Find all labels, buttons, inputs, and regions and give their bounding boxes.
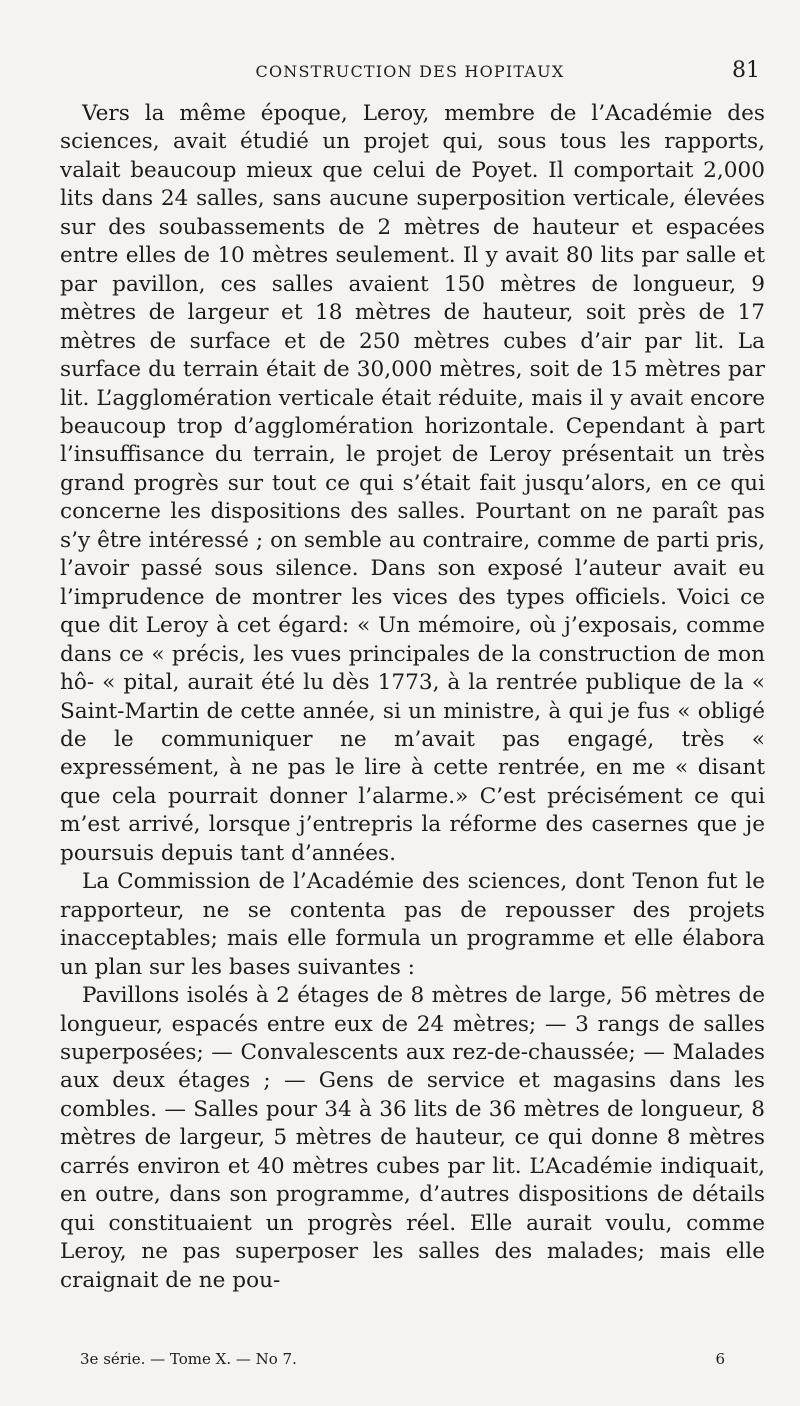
paragraph: Pavillons isolés à 2 étages de 8 mètres de large, 56 mètres de longueur, espacés entre eux de 24 mètres; — 3 rangs de salles superposées; — Convalescents aux rez-de-chaussée; — Malades aux deux étages ; — Gens de service et magasins dans les combles. — Salles pour 34 à 36 lits de 36 mètres de longueur, 8 mètres de largeur, 5 mètres de hauteur, ce qui donne 8 mètres carrés environ et 40 mètres cubes par lit. L’Académie indiquait, en outre, dans son programme, d’autres dispositions de détails qui constituaient un progrès réel. Elle aurait voulu, comme Leroy, ne pas superposer les salles des malades; mais elle craignait de ne pou- (60, 983, 765, 1293)
paragraph: Vers la même époque, Leroy, membre de l’Académie des sciences, avait étudié un projet qui, sous tous les rapports, valait beaucoup mieux que celui de Poyet. Il comportait 2,000 lits dans 24 salles, sans aucune superposition verticale, élevées sur des soubassements de 2 mètres de hauteur et espacées entre elles de 10 mètres seulement. Il y avait 80 lits par salle et par pavillon, ces salles avaient 150 mètres de longueur, 9 mètres de largeur et 18 mètres de hauteur, soit près de 17 mètres de surface et de 250 mètres cubes d’air par lit. La surface du terrain était de 30,000 mètres, soit de 15 mètres par lit. L’agglomération verticale était réduite, mais il y avait encore beaucoup trop d’agglomération horizontale. Cependant à part l’insuffisance du terrain, le projet de Leroy présentait un très grand progrès sur tout ce qui s’était fait jusqu’alors, en ce qui concerne les dispositions des salles. Pourtant on ne paraît pas s’y être intéressé ; on semble au contraire, comme de parti pris, l’avoir passé sous silence. Dans son exposé l’auteur avait eu l’imprudence de montrer les vices des types officiels. Voici ce que dit Leroy à cet égard: « Un mémoire, où j’exposais, comme dans ce « précis, les vues principales de la construction de mon hô- « pital, aurait été lu dès 1773, à la rentrée publique de la « Saint-Martin de cette année, si un ministre, à qui je fus « obligé de le communiquer ne m’avait pas engagé, très « expressément, à ne pas le lire à cette rentrée, en me « disant que cela pourrait donner l’alarme.» C’est précisément ce qui m’est arrivé, lorsque j’entrepris la réforme des casernes que je poursuis depuis tant d’années. (60, 101, 765, 866)
page-number: 81 (732, 58, 760, 83)
paragraph: La Commission de l’Académie des sciences, dont Tenon fut le rapporteur, ne se contenta pas de repousser des projets inacceptables; mais elle formula un programme et elle élabora un plan sur les bases suivantes : (60, 869, 765, 980)
signature-mark: 6 (715, 1350, 725, 1368)
body-text (60, 100, 765, 1295)
page-footer (80, 1350, 725, 1374)
page-header (60, 60, 760, 88)
series-info: 3e série. — Tome X. — No 7. (80, 1350, 297, 1368)
running-title: CONSTRUCTION DES HOPITAUX (255, 62, 565, 81)
